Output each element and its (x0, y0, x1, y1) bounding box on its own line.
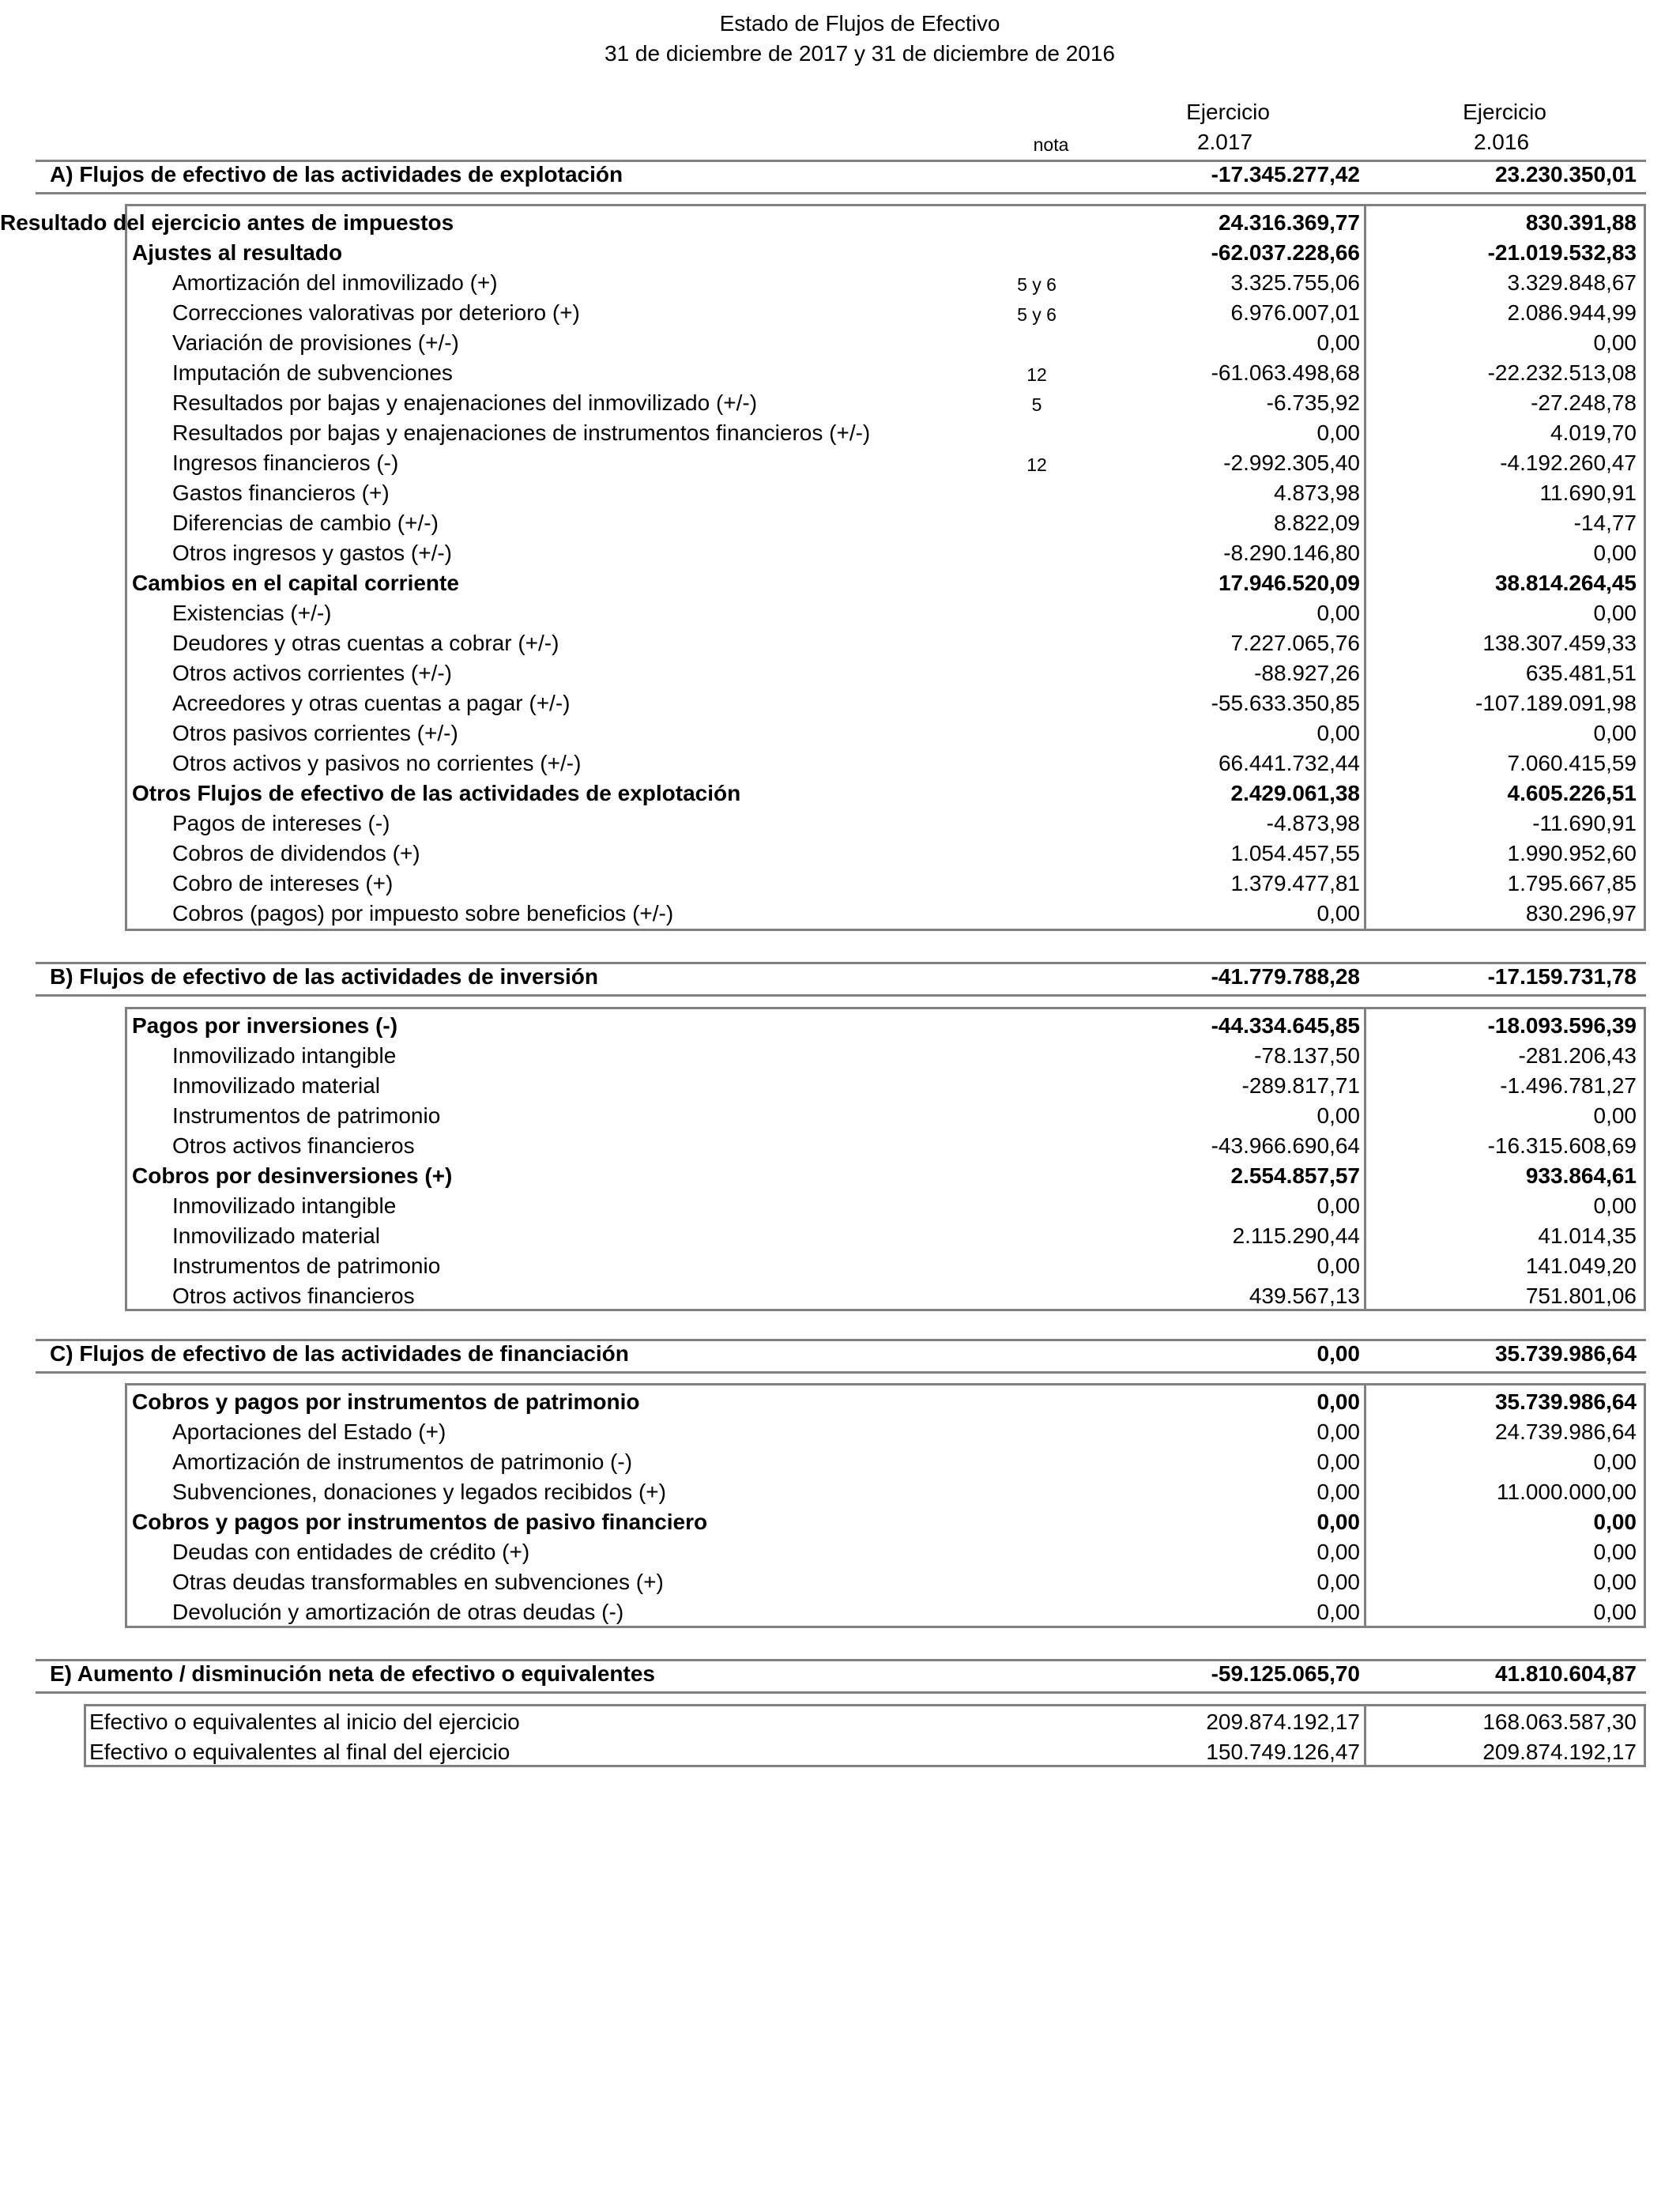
value-2017: -44.334.645,85 (1211, 1013, 1360, 1038)
row-label: Amortización del inmovilizado (+) (172, 270, 498, 295)
table-row (0, 268, 1680, 298)
value-2017: 209.874.192,17 (1206, 1710, 1360, 1734)
value-2016: 830.296,97 (1525, 901, 1637, 925)
row-label: Otros Flujos de efectivo de las actividades de explotación (132, 781, 741, 805)
value-2016: -107.189.091,98 (1475, 691, 1637, 715)
value-2016: 0,00 (1593, 1510, 1637, 1534)
value-2017: 24.316.369,77 (1218, 210, 1360, 235)
row-label: Resultados por bajas y enajenaciones de instrumentos financieros (+/-) (172, 420, 871, 445)
row-nota: 5 (1031, 394, 1042, 415)
row-label: Ingresos financieros (-) (172, 450, 399, 475)
table-row (0, 568, 1680, 598)
table-row (0, 208, 1680, 238)
row-label: Pagos de intereses (-) (172, 811, 390, 835)
column-header-2017-year: 2.017 (1196, 130, 1253, 154)
table-row (0, 718, 1680, 748)
table-row (0, 839, 1680, 869)
value-2016: 0,00 (1593, 1540, 1637, 1564)
value-2017: 0,00 (1317, 1510, 1360, 1534)
value-2017: -41.779.788,28 (1211, 964, 1360, 989)
table-row (0, 1071, 1680, 1101)
table-row (0, 658, 1680, 688)
row-label: Inmovilizado material (172, 1073, 380, 1098)
value-2017: 0,00 (1317, 1103, 1360, 1128)
table-row (0, 1507, 1680, 1537)
value-2016: 41.810.604,87 (1494, 1661, 1637, 1686)
value-2017: 0,00 (1317, 721, 1360, 745)
table-row (0, 1447, 1680, 1477)
row-label: Cambios en el capital corriente (132, 571, 459, 595)
value-2017: 0,00 (1317, 1570, 1360, 1594)
table-row (0, 1387, 1680, 1417)
row-label: Correcciones valorativas por deterioro (+) (172, 300, 580, 325)
row-label: Deudas con entidades de crédito (+) (172, 1540, 530, 1564)
value-2017: 0,00 (1317, 1341, 1360, 1366)
row-label: Existencias (+/-) (172, 601, 332, 625)
value-2017: -2.992.305,40 (1223, 450, 1360, 475)
value-2016: 4.019,70 (1550, 420, 1637, 445)
value-2016: -18.093.596,39 (1487, 1013, 1637, 1038)
value-2016: 0,00 (1593, 541, 1637, 565)
table-row (0, 1597, 1680, 1627)
value-2017: -6.735,92 (1266, 390, 1360, 415)
row-label: Acreedores y otras cuentas a pagar (+/-) (172, 691, 571, 715)
value-2016: 4.605.226,51 (1507, 781, 1637, 805)
table-row (0, 1477, 1680, 1507)
table-row (0, 1131, 1680, 1161)
value-2016: -21.019.532,83 (1487, 240, 1637, 265)
table-row (0, 1101, 1680, 1131)
value-2016: 0,00 (1593, 1449, 1637, 1474)
section-b-row (50, 962, 1638, 992)
row-label: Resultados por bajas y enajenaciones del inmovilizado (+/-) (172, 390, 758, 415)
value-2017: 7.227.065,76 (1230, 631, 1360, 655)
table-row (0, 809, 1680, 839)
value-2016: 209.874.192,17 (1482, 1740, 1637, 1764)
value-2017: 0,00 (1317, 1480, 1360, 1504)
table-row (0, 899, 1680, 929)
section-a-row (50, 160, 1638, 190)
table-row (0, 238, 1680, 268)
value-2017: 3.325.755,06 (1230, 270, 1360, 295)
table-row (0, 1537, 1680, 1567)
section-label: C) Flujos de efectivo de las actividades de financiación (50, 1341, 629, 1366)
value-2016: 0,00 (1593, 1103, 1637, 1128)
row-label: Amortización de instrumentos de patrimonio (-) (172, 1449, 633, 1474)
value-2017: 0,00 (1317, 1193, 1360, 1218)
value-2016: 38.814.264,45 (1494, 571, 1637, 595)
value-2017: 439.567,13 (1249, 1284, 1360, 1308)
value-2017: 0,00 (1317, 1449, 1360, 1474)
table-row (0, 1191, 1680, 1221)
value-2017: -17.345.277,42 (1211, 162, 1360, 187)
value-2017: -62.037.228,66 (1211, 240, 1360, 265)
value-2017: 1.054.457,55 (1230, 841, 1360, 865)
row-label: Otros activos financieros (172, 1284, 415, 1308)
row-label: Aportaciones del Estado (+) (172, 1419, 446, 1444)
value-2016: 11.000.000,00 (1497, 1480, 1637, 1504)
table-row (0, 508, 1680, 538)
row-label: Cobro de intereses (+) (172, 871, 394, 895)
value-2016: 0,00 (1593, 1570, 1637, 1594)
row-label: Efectivo o equivalentes al final del ejercicio (89, 1740, 510, 1764)
table-row (0, 298, 1680, 328)
row-label: Cobros y pagos por instrumentos de pasivo financiero (132, 1510, 708, 1534)
nota-header: nota (1033, 134, 1069, 155)
table-row (0, 358, 1680, 388)
row-label: Efectivo o equivalentes al inicio del ejercicio (89, 1710, 520, 1734)
value-2016: 1.990.952,60 (1507, 841, 1637, 865)
table-row (0, 1041, 1680, 1071)
column-header-2017-label: Ejercicio (1186, 100, 1270, 124)
value-2016: 830.391,88 (1525, 210, 1637, 235)
row-label: Subvenciones, donaciones y legados recibidos (+) (172, 1480, 666, 1504)
page-title: Estado de Flujos de Efectivo (719, 11, 1000, 36)
table-row (0, 478, 1680, 508)
value-2016: 41.014,35 (1538, 1223, 1637, 1248)
value-2016: 0,00 (1593, 1600, 1637, 1624)
value-2017: 0,00 (1317, 901, 1360, 925)
value-2017: 2.429.061,38 (1230, 781, 1360, 805)
section-c-row (50, 1339, 1638, 1369)
row-label: Cobros por desinversiones (+) (132, 1163, 453, 1188)
value-2017: 0,00 (1317, 601, 1360, 625)
value-2017: 2.554.857,57 (1230, 1163, 1360, 1188)
row-label: Resultado del ejercicio antes de impuestos (0, 210, 454, 235)
row-label: Otros activos corrientes (+/-) (172, 661, 452, 685)
row-label: Cobros y pagos por instrumentos de patrimonio (132, 1389, 640, 1414)
row-label: Diferencias de cambio (+/-) (172, 511, 439, 535)
value-2017: -8.290.146,80 (1223, 541, 1360, 565)
table-row (0, 1011, 1680, 1041)
value-2017: 0,00 (1317, 420, 1360, 445)
table-row (0, 328, 1680, 358)
value-2016: -11.690,91 (1532, 811, 1637, 835)
value-2016: 933.864,61 (1525, 1163, 1637, 1188)
row-label: Instrumentos de patrimonio (172, 1103, 441, 1128)
value-2017: 0,00 (1317, 1389, 1360, 1414)
value-2017: -61.063.498,68 (1211, 360, 1360, 385)
table-row (0, 628, 1680, 658)
value-2017: 0,00 (1317, 1419, 1360, 1444)
value-2016: 751.801,06 (1525, 1284, 1637, 1308)
value-2017: 17.946.520,09 (1218, 571, 1360, 595)
row-label: Deudores y otras cuentas a cobrar (+/-) (172, 631, 559, 655)
value-2016: 3.329.848,67 (1507, 270, 1637, 295)
value-2016: -22.232.513,08 (1487, 360, 1637, 385)
section-e-row (50, 1659, 1638, 1689)
value-2017: 66.441.732,44 (1218, 751, 1360, 775)
value-2017: -55.633.350,85 (1211, 691, 1360, 715)
row-label: Cobros (pagos) por impuesto sobre beneficios (+/-) (172, 901, 674, 925)
value-2016: 24.739.986,64 (1494, 1419, 1637, 1444)
value-2016: 23.230.350,01 (1494, 162, 1637, 187)
row-label: Gastos financieros (+) (172, 481, 390, 505)
table-row (0, 748, 1680, 778)
column-header-2016-year: 2.016 (1473, 130, 1530, 154)
row-nota: 5 y 6 (1017, 274, 1057, 295)
table-row (0, 1737, 1680, 1767)
value-2016: 635.481,51 (1525, 661, 1637, 685)
value-2017: -78.137,50 (1254, 1043, 1360, 1068)
value-2016: 138.307.459,33 (1482, 631, 1637, 655)
value-2016: -16.315.608,69 (1487, 1133, 1637, 1158)
table-row (0, 1281, 1680, 1311)
column-header-2016-label: Ejercicio (1463, 100, 1546, 124)
row-label: Instrumentos de patrimonio (172, 1253, 441, 1278)
page-subtitle: 31 de diciembre de 2017 y 31 de diciembre de 2016 (605, 41, 1115, 66)
table-row (0, 1417, 1680, 1447)
value-2016: 7.060.415,59 (1507, 751, 1637, 775)
value-2017: -59.125.065,70 (1211, 1661, 1360, 1686)
value-2017: -289.817,71 (1241, 1073, 1360, 1098)
row-label: Otras deudas transformables en subvenciones (+) (172, 1570, 664, 1594)
value-2016: 141.049,20 (1525, 1253, 1637, 1278)
section-label: A) Flujos de efectivo de las actividades de explotación (50, 162, 623, 187)
table-row (0, 388, 1680, 418)
table-row (0, 1221, 1680, 1251)
value-2016: -27.248,78 (1531, 390, 1637, 415)
table-row (0, 418, 1680, 448)
value-2016: 0,00 (1593, 721, 1637, 745)
value-2017: 1.379.477,81 (1230, 871, 1360, 895)
table-row (0, 448, 1680, 478)
value-2017: 0,00 (1317, 1600, 1360, 1624)
value-2016: -14,77 (1573, 511, 1637, 535)
value-2016: -281.206,43 (1518, 1043, 1637, 1068)
row-label: Cobros de dividendos (+) (172, 841, 420, 865)
value-2017: -88.927,26 (1254, 661, 1360, 685)
row-label: Variación de provisiones (+/-) (172, 330, 459, 355)
value-2016: 1.795.667,85 (1507, 871, 1637, 895)
table-row (0, 1567, 1680, 1597)
value-2016: 35.739.986,64 (1494, 1341, 1637, 1366)
value-2016: 0,00 (1593, 330, 1637, 355)
value-2016: 11.690,91 (1539, 481, 1637, 505)
value-2017: 6.976.007,01 (1230, 300, 1360, 325)
value-2016: 35.739.986,64 (1494, 1389, 1637, 1414)
table-row (0, 1251, 1680, 1281)
value-2017: 0,00 (1317, 1540, 1360, 1564)
value-2016: 168.063.587,30 (1482, 1710, 1637, 1734)
row-label: Pagos por inversiones (-) (132, 1013, 398, 1038)
row-label: Otros ingresos y gastos (+/-) (172, 541, 453, 565)
row-label: Inmovilizado intangible (172, 1193, 397, 1218)
value-2017: 0,00 (1317, 330, 1360, 355)
row-label: Otros activos y pasivos no corrientes (+/-) (172, 751, 582, 775)
row-nota: 5 y 6 (1017, 304, 1057, 325)
value-2017: 150.749.126,47 (1206, 1740, 1360, 1764)
value-2017: 0,00 (1317, 1253, 1360, 1278)
table-row (0, 688, 1680, 718)
row-nota: 12 (1026, 364, 1047, 385)
value-2017: 8.822,09 (1274, 511, 1360, 535)
value-2017: -43.966.690,64 (1211, 1133, 1360, 1158)
row-nota: 12 (1026, 454, 1047, 475)
table-row (0, 598, 1680, 628)
value-2017: -4.873,98 (1266, 811, 1360, 835)
table-row (0, 1161, 1680, 1191)
value-2016: -17.159.731,78 (1487, 964, 1637, 989)
value-2017: 2.115.290,44 (1232, 1223, 1360, 1248)
value-2017: 4.873,98 (1274, 481, 1360, 505)
row-label: Otros activos financieros (172, 1133, 415, 1158)
row-label: Ajustes al resultado (132, 240, 343, 265)
table-row (0, 1707, 1680, 1737)
row-label: Imputación de subvenciones (172, 360, 453, 385)
row-label: Otros pasivos corrientes (+/-) (172, 721, 458, 745)
section-label: E) Aumento / disminución neta de efectivo o equivalentes (50, 1661, 655, 1686)
value-2016: 0,00 (1593, 601, 1637, 625)
value-2016: 2.086.944,99 (1507, 300, 1637, 325)
table-row (0, 538, 1680, 568)
table-row (0, 778, 1680, 809)
section-label: B) Flujos de efectivo de las actividades de inversión (50, 964, 598, 989)
row-label: Inmovilizado intangible (172, 1043, 397, 1068)
value-2016: -1.496.781,27 (1500, 1073, 1637, 1098)
table-row (0, 869, 1680, 899)
value-2016: -4.192.260,47 (1500, 450, 1637, 475)
value-2016: 0,00 (1593, 1193, 1637, 1218)
row-label: Devolución y amortización de otras deudas (-) (172, 1600, 624, 1624)
row-label: Inmovilizado material (172, 1223, 380, 1248)
